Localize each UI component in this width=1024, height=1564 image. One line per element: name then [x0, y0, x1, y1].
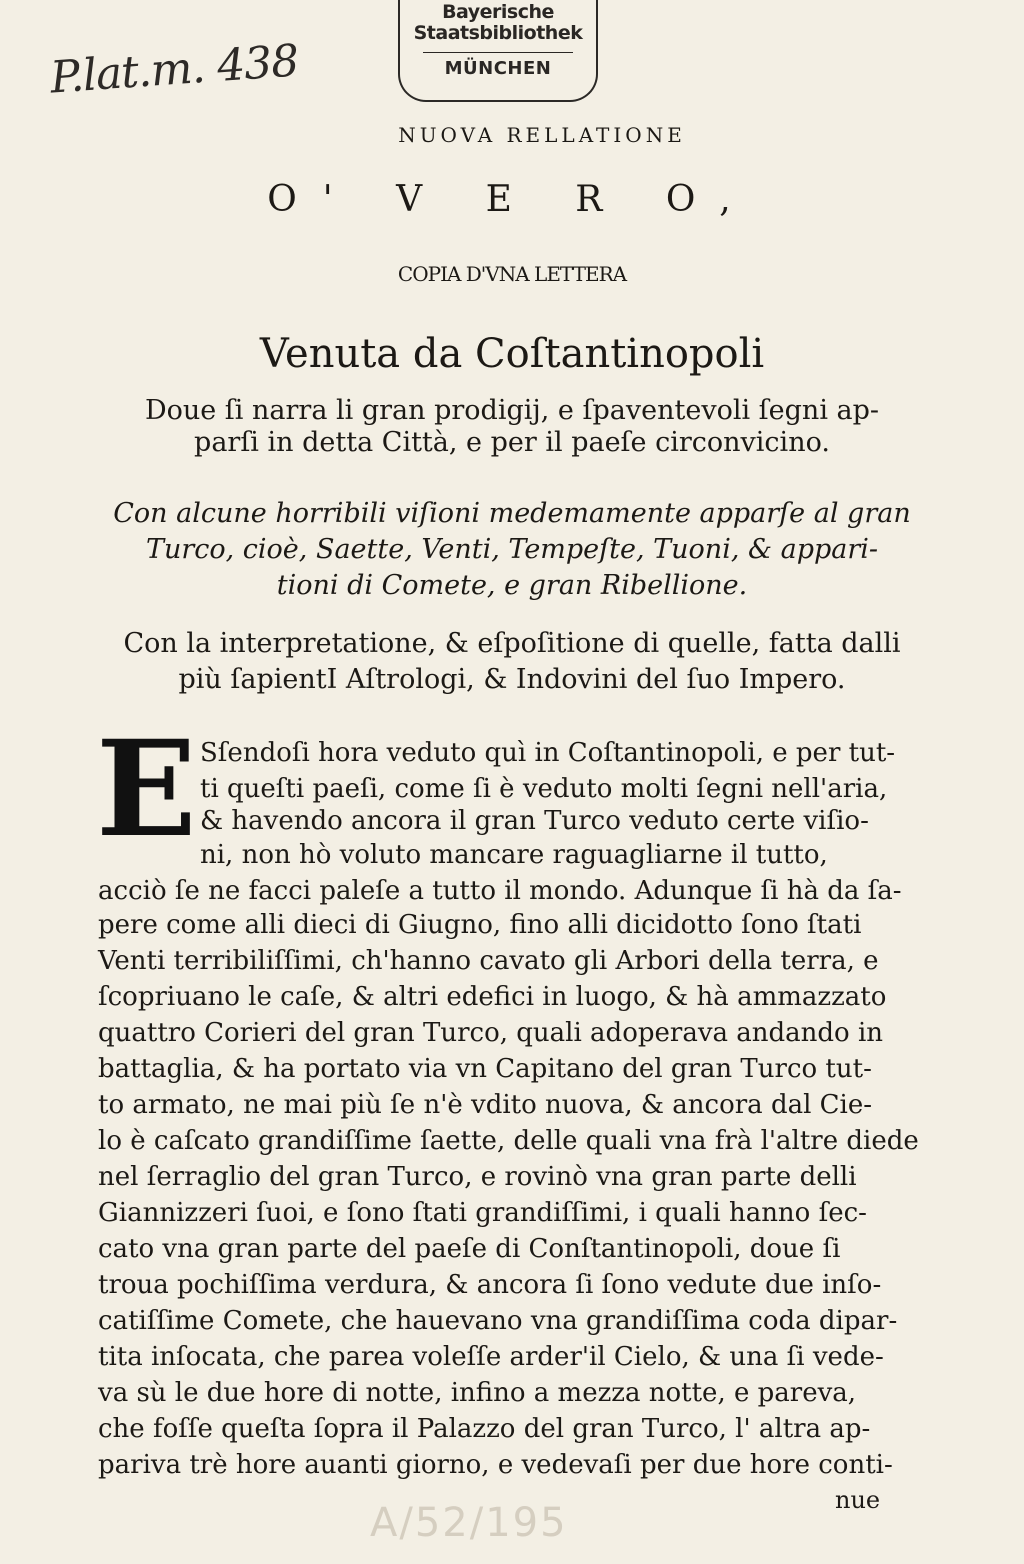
body-line: ſcopriuano le caſe, & altri edefici in luogo, & hà ammazzato [98, 982, 887, 1012]
body-line: lo è caſcato grandiſſime ſaette, delle quali vna frà l'altre diede [98, 1126, 919, 1156]
title-line-3: COPIA D'VNA LETTERA [397, 262, 627, 286]
interpretation-block [60, 626, 964, 698]
body-line: cato vna gran parte del paeſe di Conſtantinopoli, doue ſi [98, 1234, 841, 1264]
subtitle-line: parſi in detta Città, e per il paeſe circonvicino. [194, 427, 830, 458]
body-line: battaglia, & ha portato via vn Capitano del gran Turco tut- [98, 1054, 872, 1084]
title-line-1 [0, 100, 1024, 170]
stamp-divider [423, 52, 573, 53]
body-line: acciò ſe ne facci paleſe a tutto il mondo. Adunque ſi hà da ſa- [98, 876, 902, 906]
interpretation-line: Con la interpretatione, & eſpoſitione di quelle, fatta dalli [123, 628, 901, 659]
handwritten-shelfmark: P.lat.m. 438 [48, 35, 300, 104]
stamp-line-1: Bayerische [442, 1, 554, 23]
title-line-4: Venuta da Coſtantinopoli [259, 331, 765, 377]
italic-line: tioni di Comete, e gran Ribellione. [276, 570, 748, 601]
stamp-line-3: MÜNCHEN [444, 58, 552, 79]
italic-line: Con alcune horribili viſioni medemamente apparſe al gran [113, 498, 911, 529]
pencil-mark: A/52/195 [370, 1500, 568, 1546]
catchword: nue [835, 1486, 881, 1514]
title-line-1-text: NUOVA RELLATIONE [398, 123, 686, 147]
body-line: tita inſocata, che parea voleſſe arder'il Cielo, & una ſi vede- [98, 1342, 884, 1372]
body-line: ni, non hò voluto mancare raguagliarne il tutto, [200, 840, 828, 870]
italic-line: Turco, cioè, Saette, Venti, Tempeſte, Tuoni, & appari- [145, 534, 879, 565]
body-line: to armato, ne mai più ſe n'è vdito nuova, & ancora dal Cie- [98, 1090, 873, 1120]
italic-block [60, 496, 964, 604]
body-line: che foſſe queſta ſopra il Palazzo del gran Turco, l' altra ap- [98, 1414, 871, 1444]
body-line: pere come alli dieci di Giugno, fino alli dicidotto ſono ſtati [98, 910, 862, 940]
body-line: & havendo ancora il gran Turco veduto certe viſio- [200, 806, 869, 836]
body-line: pariva trè hore auanti giorno, e vedevaſi per due hore conti- [98, 1450, 893, 1480]
title-line-2: O' V E R O, [267, 179, 757, 220]
body-line: Sſendoſi hora veduto quì in Coſtantinopoli, e per tut- [200, 738, 896, 768]
library-stamp [398, 0, 598, 102]
stamp-line-2: Staatsbibliothek [413, 22, 583, 44]
subtitle-line: Doue ſi narra li gran prodigij, e ſpaventevoli ſegni ap- [144, 395, 880, 426]
body-line: quattro Corieri del gran Turco, quali adoperava andando in [98, 1018, 884, 1048]
body-line: Venti terribiliſſimi, ch'hanno cavato gli Arbori della terra, e [98, 946, 879, 976]
subtitle-block [60, 395, 964, 459]
body-line: nel ſerraglio del gran Turco, e rovinò vna gran parte delli [98, 1162, 857, 1192]
body-line: va sù le due hore di notte, infino a mezza notte, e pareva, [98, 1378, 857, 1408]
interpretation-line: più ſapientI Aſtrologi, & Indovini del ſuo Impero. [178, 664, 846, 695]
body-line: troua pochiſſima verdura, & ancora ſi ſono vedute due inſo- [98, 1270, 882, 1300]
body-line: ti queſti paeſi, come ſi è veduto molti ſegni nell'aria, [200, 774, 888, 804]
body-line: catiſſime Comete, che hauevano vna grandiſſima coda dipar- [98, 1306, 898, 1336]
drop-cap: E [96, 712, 197, 867]
body-line: Giannizzeri ſuoi, e ſono ſtati grandiſſimi, i quali hanno ſec- [98, 1198, 867, 1228]
